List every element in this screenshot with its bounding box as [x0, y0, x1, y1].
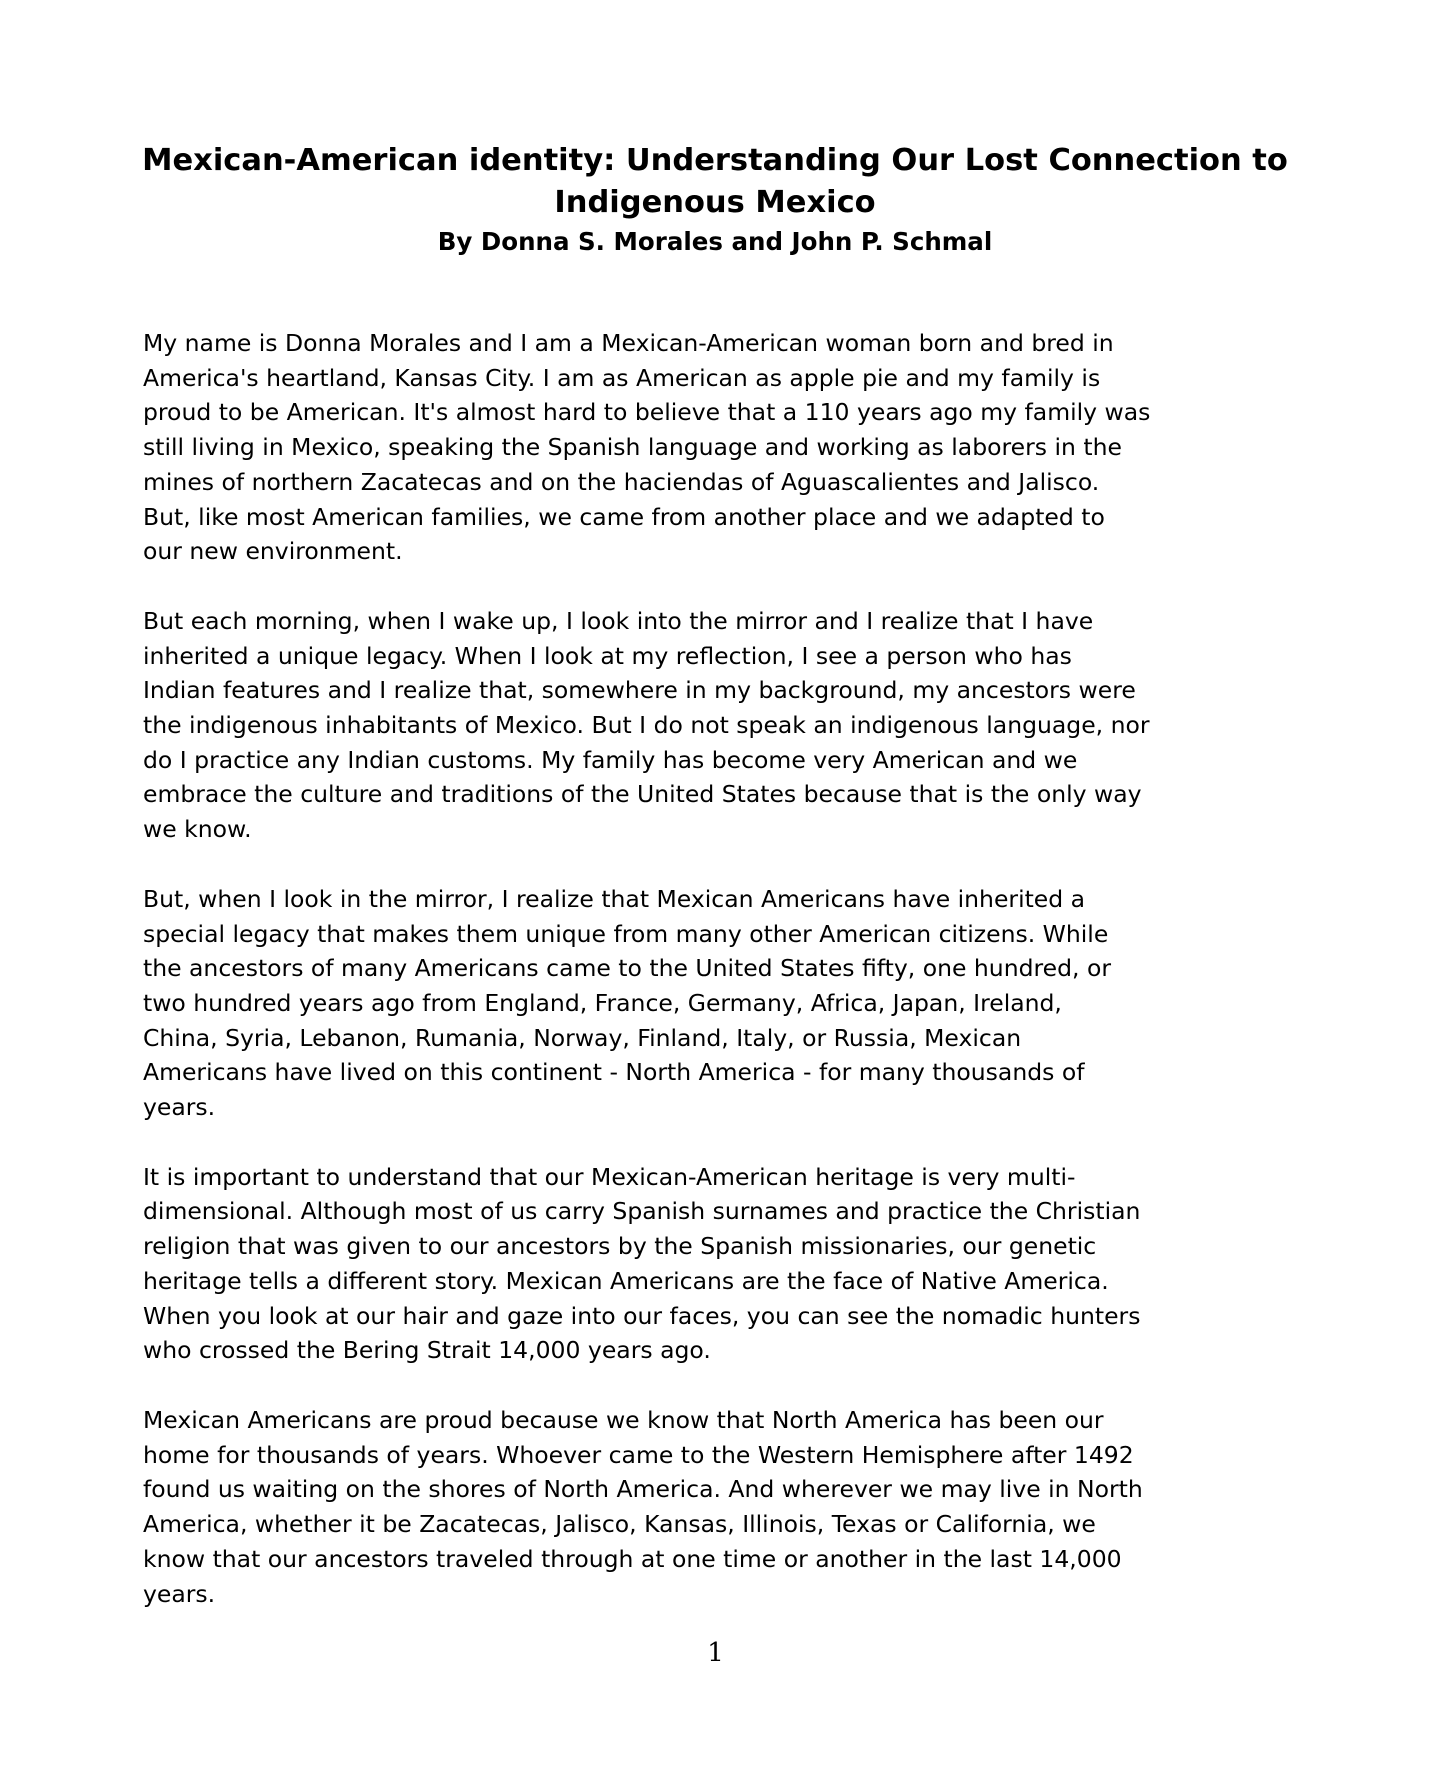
title-line: Indigenous Mexico: [554, 185, 876, 220]
text-line: years.: [143, 1579, 216, 1608]
text-line: we know.: [143, 815, 252, 844]
text-line: mines of northern Zacatecas and on the haciendas of Aguascalientes and Jalisco.: [143, 467, 1100, 496]
text-line: do I practice any Indian customs. My family has become very American and we: [143, 745, 1078, 774]
page-number: 1: [707, 1638, 724, 1668]
text-line: Americans have lived on this continent - North America - for many thousands of: [143, 1058, 1085, 1087]
text-line: My name is Donna Morales and I am a Mexican-American woman born and bred in: [143, 329, 1114, 357]
text-line: But each morning, when I wake up, I look into the mirror and I realize that I have: [143, 606, 1094, 635]
text-line: the ancestors of many Americans came to the United States fifty, one hundred, or: [143, 954, 1112, 983]
title-line: Mexican-American identity: Understanding Our Lost Connection to: [142, 143, 1288, 178]
text-line: two hundred years ago from England, France, Germany, Africa, Japan, Ireland,: [143, 988, 1062, 1017]
text-line: home for thousands of years. Whoever came to the Western Hemisphere after 1492: [143, 1440, 1134, 1469]
text-line: China, Syria, Lebanon, Rumania, Norway, Finland, Italy, or Russia, Mexican: [143, 1023, 1022, 1052]
text-line: heritage tells a different story. Mexican Americans are the face of Native America.: [143, 1266, 1109, 1295]
text-line: Indian features and I realize that, somewhere in my background, my ancestors were: [143, 676, 1136, 705]
paragraph-4: [143, 1160, 1293, 1368]
author-byline: By Donna S. Morales and John P. Schmal: [437, 227, 993, 256]
text-line: know that our ancestors traveled through at one time or another in the last 14,000: [143, 1544, 1122, 1573]
text-line: still living in Mexico, speaking the Spanish language and working as laborers in the: [143, 433, 1122, 462]
text-line: But, when I look in the mirror, I realize that Mexican Americans have inherited a: [143, 884, 1086, 913]
text-line: When you look at our hair and gaze into our faces, you can see the nomadic hunters: [143, 1301, 1141, 1330]
text-line: our new environment.: [143, 537, 403, 566]
text-line: But, like most American families, we came from another place and we adapted to: [143, 502, 1105, 531]
text-line: found us waiting on the shores of North America. And wherever we may live in North: [143, 1475, 1143, 1504]
paragraph-5: [143, 1403, 1293, 1611]
text-line: embrace the culture and traditions of the United States because that is the only way: [143, 780, 1142, 809]
text-line: who crossed the Bering Strait 14,000 years ago.: [143, 1336, 711, 1365]
document-title: [120, 140, 1310, 224]
text-line: America's heartland, Kansas City. I am as American as apple pie and my family is: [143, 363, 1101, 392]
document-header: [120, 140, 1310, 260]
text-line: years.: [143, 1093, 216, 1122]
paragraph-3: [143, 882, 1293, 1125]
paragraph-1: [143, 326, 1293, 569]
text-line: special legacy that makes them unique from many other American citizens. While: [143, 919, 1109, 948]
text-line: Mexican Americans are proud because we know that North America has been our: [143, 1405, 1104, 1434]
text-line: inherited a unique legacy. When I look at my reflection, I see a person who has: [143, 641, 1072, 670]
text-line: It is important to understand that our Mexican-American heritage is very multi-: [143, 1162, 1076, 1191]
text-line: dimensional. Although most of us carry Spanish surnames and practice the Christian: [143, 1197, 1141, 1226]
text-line: America, whether it be Zacatecas, Jalisco, Kansas, Illinois, Texas or California, we: [143, 1510, 1096, 1539]
text-line: proud to be American. It's almost hard to believe that a 110 years ago my family was: [143, 398, 1151, 427]
text-line: the indigenous inhabitants of Mexico. But I do not speak an indigenous language, nor: [143, 711, 1150, 740]
text-line: religion that was given to our ancestors by the Spanish missionaries, our genetic: [143, 1232, 1097, 1261]
document-body: [143, 326, 1293, 1646]
paragraph-2: [143, 604, 1293, 847]
